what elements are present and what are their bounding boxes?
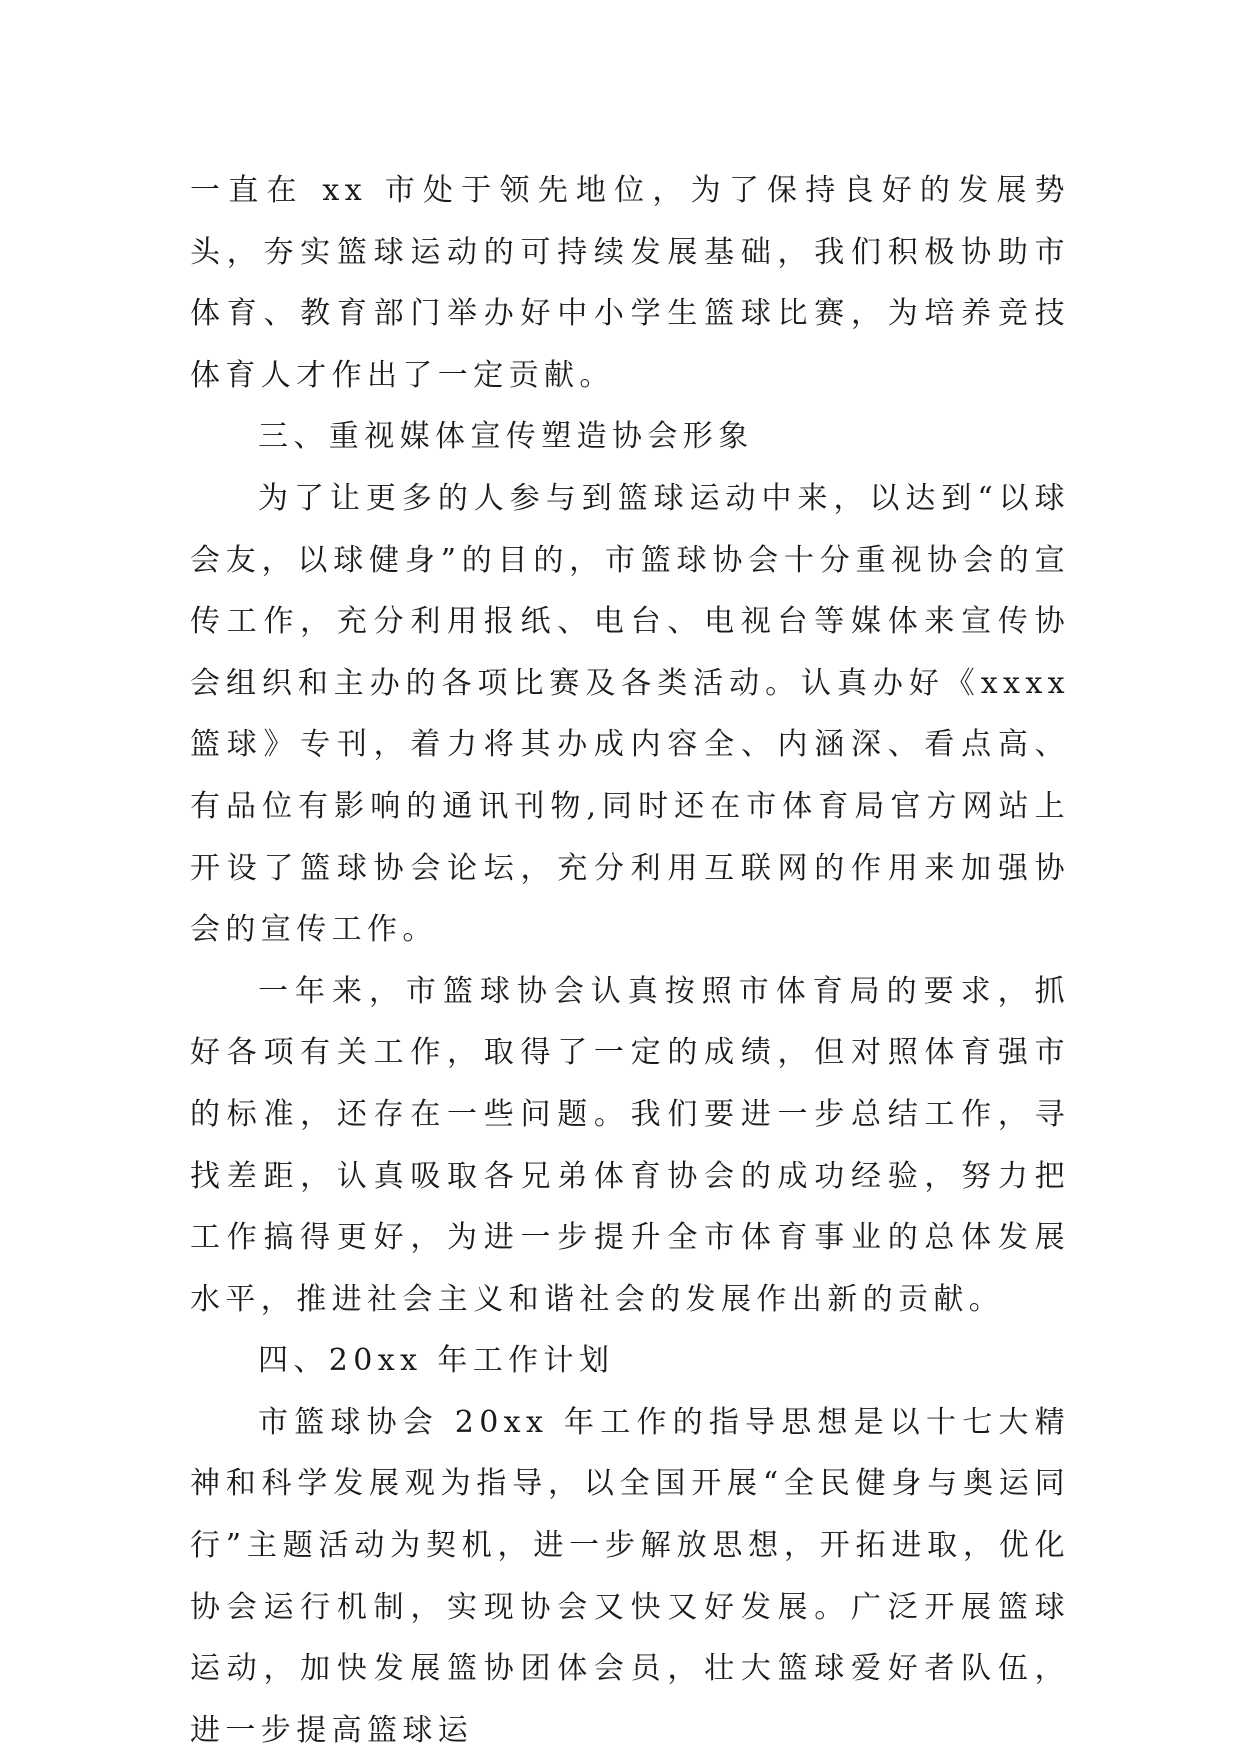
paragraph-work-plan: 市篮球协会 20xx 年工作的指导思想是以十七大精神和科学发展观为指导，以全国开展“全民健身与奥运同行”主题活动为契机，进一步解放思想，开拓进取，优化协会运行机制，实现协会又快又好发展。广泛开展篮球运动，加快发展篮协团体会员，壮大篮球爱好者队伍，进一步提高篮球运 — [190, 1404, 1070, 1748]
document-body — [190, 160, 1070, 1761]
paragraph-continuation: 一直在 xx 市处于领先地位，为了保持良好的发展势头，夯实篮球运动的可持续发展基础，我们积极协助市体育、教育部门举办好中小学生篮球比赛，为培养竞技体育人才作出了一定贡献。 — [190, 173, 1070, 393]
paragraph-media-publicity: 为了让更多的人参与到篮球运动中来，以达到“以球会友，以球健身”的目的，市篮球协会十分重视协会的宣传工作，充分利用报纸、电台、电视台等媒体来宣传协会组织和主办的各项比赛及各类活动。认真办好《xxxx 篮球》专刊，着力将其办成内容全、内涵深、看点高、有品位有影响的通讯刊物,同时还在市体育局官方网站上开设了篮球协会论坛，充分利用互联网的作用来加强协会的宣传工作。 — [190, 480, 1070, 948]
paragraph-annual-summary: 一年来，市篮球协会认真按照市体育局的要求，抓好各项有关工作，取得了一定的成绩，但对照体育强市的标准，还存在一些问题。我们要进一步总结工作，寻找差距，认真吸取各兄弟体育协会的成功经验，努力把工作搞得更好，为进一步提升全市体育事业的总体发展水平，推进社会主义和谐社会的发展作出新的贡献。 — [190, 973, 1070, 1317]
section-heading-media-publicity: 三、重视媒体宣传塑造协会形象 — [258, 419, 754, 455]
section-heading-work-plan: 四、20xx 年工作计划 — [258, 1343, 615, 1379]
